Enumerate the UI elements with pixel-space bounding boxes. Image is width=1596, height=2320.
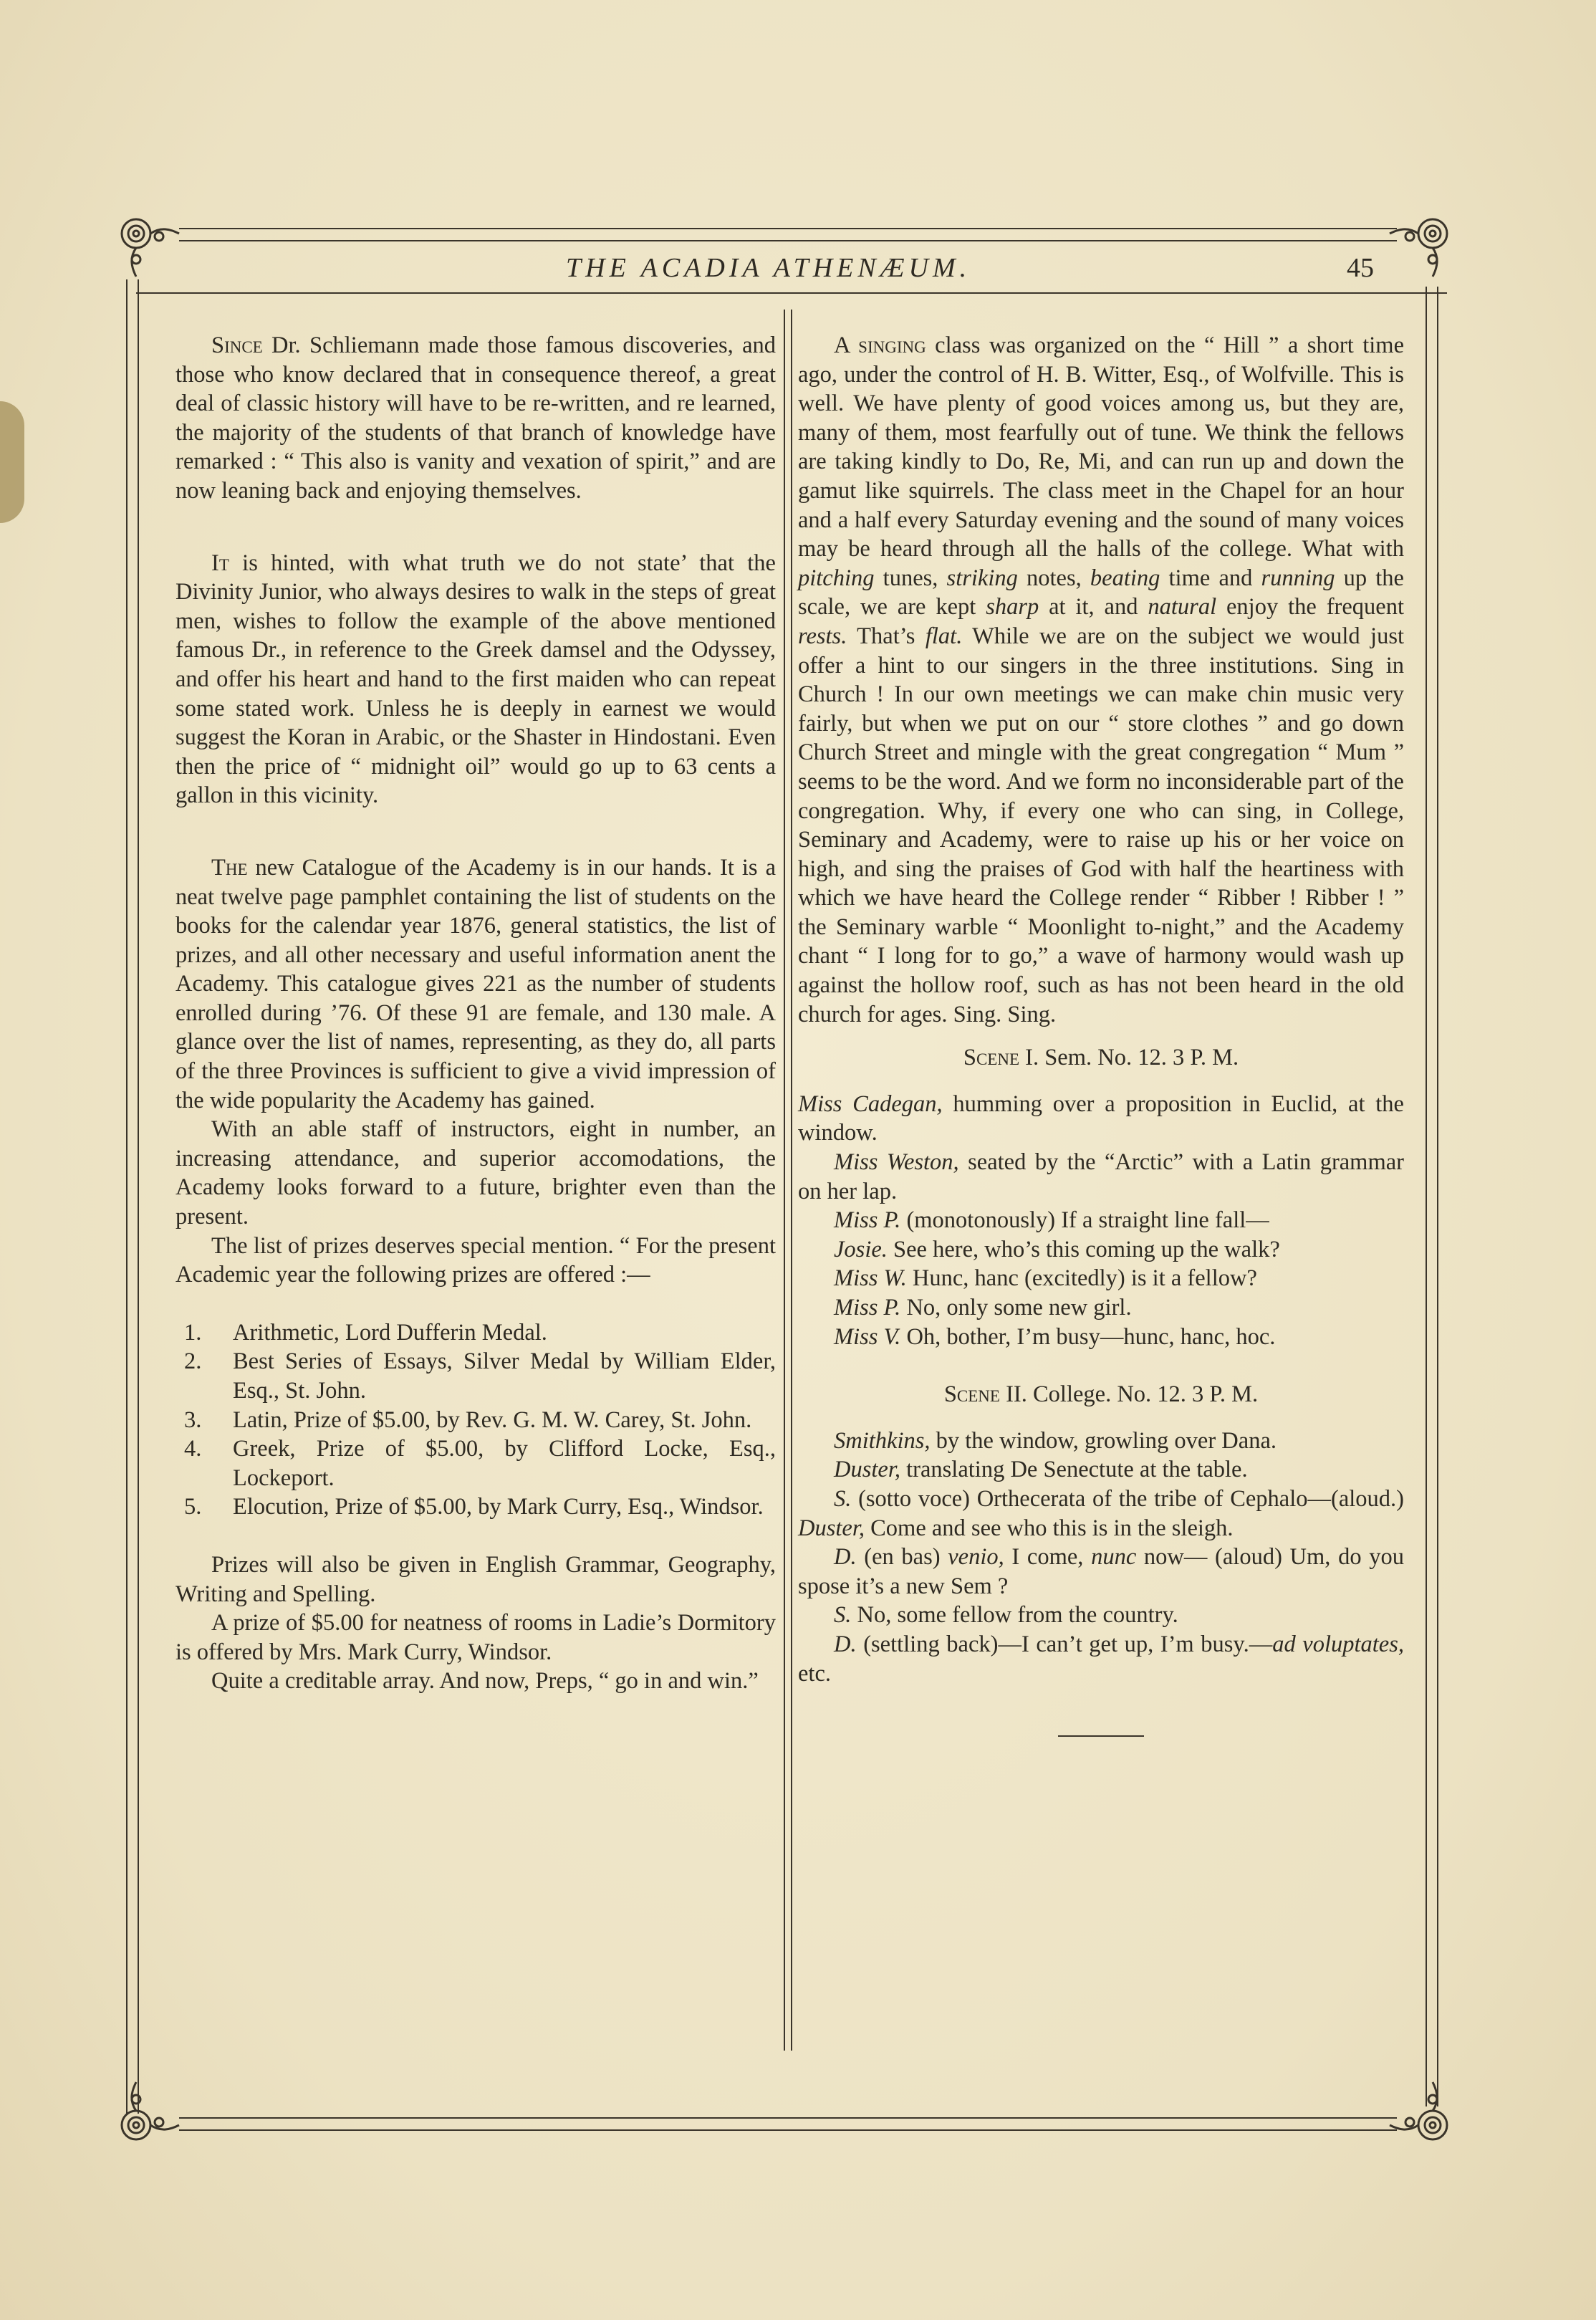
text-run: up the scale, we are kept [798,565,1404,620]
text-run: While we are on the subject we would just offer a hint to our singers in the three institutions. Sing in Church ! In our own meetings we can make chin music very fairly, but when we put on our “ store clothes ” and go down Church Street and mingle with the great congregation “ Mum ” seems to be the word. And we form no inconsiderable part of the congregation. Why, if every one who can sing, in College, Seminary and Academy, were to raise up his or her voice on high, and sing the praises of God with half the heartiness with which we have heard the College render “ Ribber ! Ribber ! ” the Seminary warble “ Moonlight to-night,” and the Academy chant “ I long for to go,” a wave of harmony would wash up against the hollow roof, such as has not been heard in the old church for ages. Sing. Sing. [798,623,1404,1027]
list-item [176,1406,776,1435]
left-border-outer [126,279,128,2114]
paragraph-catalogue [176,853,776,1115]
speaker-name: Miss Cadegan, [798,1091,943,1117]
scene-line [798,1630,1404,1688]
speaker-name: Josie. [834,1236,888,1262]
scene-line [798,1485,1404,1543]
speaker-text: See here, who’s this coming up the walk? [887,1236,1280,1262]
lead-word: It [211,550,229,576]
speaker-text: Come and see who this is in the sleigh. [865,1515,1234,1541]
scene-two-heading [798,1380,1404,1409]
scene-line [798,1323,1404,1352]
speaker-text: now— (aloud) Um, do you spose it’s a new Sem ? [798,1544,1404,1599]
lead-word: Since [211,332,263,358]
list-item [176,1347,776,1405]
right-border-inner [1426,287,1427,2106]
paragraph-singing-class [798,331,1404,1029]
paragraph-closing: Quite a creditable array. And now, Preps, “ go in and win.” [211,1668,759,1695]
speaker-name: D. [834,1544,857,1571]
scene-one-heading [798,1043,1404,1073]
text-run: tunes, [874,565,947,591]
paragraph-text: is hinted, with what truth we do not state’ that the Divinity Junior, who always desires to walk in the steps of great men, wishes to follow the example of the above mentioned famous Dr., in reference to the Greek damsel and the Odyssey, and offer his heart and hand to the first maiden who can repeat some stated work. Unless he is deeply in earnest we would suggest the Koran in Arabic, or the Shaster in Hindostani. Even then the price of “ midnight oil” would go up to 63 cents a gallon in this vicinity. [176,550,776,809]
list-text: Best Series of Essays, Silver Medal by William Elder, Esq., St. John. [233,1348,776,1404]
top-border-rule-1 [179,228,1397,229]
prize-list [176,1318,776,1522]
list-number: 4. [184,1436,202,1462]
scene-line [798,1293,1404,1323]
scene-line [798,1427,1404,1456]
journal-title: THE ACADIA ATHENÆUM. [566,253,971,283]
scene-line [798,1148,1404,1206]
scene-label: Scene I. [963,1045,1039,1071]
latin-word: ad voluptates, [1272,1631,1404,1657]
speaker-text: I come, [1004,1544,1092,1571]
section-end-rule [1058,1735,1144,1737]
list-item [176,1492,776,1522]
speaker-name: Miss P. [834,1295,901,1320]
scene-setting: College. No. 12. 3 P. M. [1027,1381,1259,1408]
list-item [176,1434,776,1492]
scene-setting: Sem. No. 12. 3 P. M. [1039,1045,1239,1071]
speaker-text: by the window, growling over Dana. [930,1427,1277,1454]
scene-line [798,1601,1404,1630]
latin-word: venio, [948,1544,1004,1571]
page-stain [0,401,24,523]
scene-line [798,1455,1404,1485]
pun-word: beating [1090,565,1160,591]
pun-word: natural [1148,594,1217,620]
speaker-text: humming over a proposition in Euclid, at the window. [798,1091,1404,1146]
speaker-text: (sotto voce) Orthecerata of the tribe of Cephalo—(aloud.) [851,1485,1404,1512]
list-text: Greek, Prize of $5.00, by Clifford Locke, Esq., Lockeport. [233,1436,776,1491]
pun-word: rests. [798,623,847,649]
speaker-text: translating De Senectute at the table. [900,1457,1248,1483]
speaker-name: Miss V. [834,1323,901,1350]
speaker-text: No, only some new girl. [900,1295,1132,1320]
speaker-name: Miss P. [834,1207,901,1234]
speaker-name: Duster, [834,1457,900,1483]
text-run: time and [1160,565,1261,591]
speaker-name: D. [834,1631,857,1657]
scene-line [798,1235,1404,1265]
speaker-text: (settling back)—I can’t get up, I’m busy.— [856,1631,1273,1657]
text-run: That’s [847,623,926,649]
lead-word: A singing [834,332,926,358]
text-run: enjoy the frequent [1216,594,1404,620]
speaker-name: Smithkins, [834,1427,931,1454]
speaker-text: seated by the “Arctic” with a Latin grammar on her lap. [798,1149,1404,1204]
bottom-border-rule-1 [179,2117,1397,2119]
corner-ornament-bottom-left [107,2078,186,2157]
column-divider-1 [784,310,785,2051]
paragraph-staff: With an able staff of instructors, eight in number, an increasing attendance, and superior accomodations, the Academy looks forward to a future, brighter even than the present. [176,1116,776,1230]
speaker-name: Duster, [798,1515,865,1541]
speaker-name: S. [834,1485,852,1512]
lead-word: The [211,854,248,881]
latin-word: nunc [1091,1544,1137,1571]
text-run: class was organized on the “ Hill ” a short time ago, under the control of H. B. Witter, Esq., of Wolfville. This is well. We have plenty of good voices among us, but they are, many of them, most fearfully out of tune. We think the fellows are taking kindly to Do, Re, Mi, and can run up and down the gamut like squirrels. The class meet in the Chapel for an hour and a half every Saturday evening and the sound of many voices may be heard through all the halls of the college. What with [798,332,1404,562]
list-text: Arithmetic, Lord Dufferin Medal. [233,1319,547,1346]
paragraph-prizes-intro: The list of prizes deserves special mention. “ For the present Academic year the following prizes are offered :— [176,1232,776,1288]
speaker-text: No, some fellow from the country. [851,1602,1178,1629]
pun-word: running [1261,565,1335,591]
left-column [176,331,776,1696]
column-divider-2 [791,310,792,2051]
scene-label: Scene II. [943,1381,1027,1408]
running-header [0,252,1596,288]
speaker-text: etc. [798,1660,832,1687]
paragraph-divinity-junior [176,549,776,810]
text-run: at it, and [1039,594,1148,620]
paragraph-schliemann [176,331,776,506]
speaker-name: Miss Weston, [834,1149,959,1176]
scene-line [798,1543,1404,1601]
list-item [176,1318,776,1348]
speaker-text: (en bas) [856,1544,948,1571]
paragraph-text: Dr. Schliemann made those famous discoveries, and those who know declared that in consequence thereof, a great deal of classic history will have to be re-written, and re learned, the majority of the students of that branch of knowledge have remarked : “ This also is vanity and vexation of spirit,” and are now leaning back and enjoying themselves. [176,332,776,504]
paragraph-other-prizes: Prizes will also be given in English Grammar, Geography, Writing and Spelling. [176,1551,776,1607]
list-text: Elocution, Prize of $5.00, by Mark Curry, Esq., Windsor. [233,1494,764,1520]
text-run: notes, [1017,565,1090,591]
list-text: Latin, Prize of $5.00, by Rev. G. M. W. Carey, St. John. [233,1406,752,1433]
speaker-text: Oh, bother, I’m busy—hunc, hanc, hoc. [900,1323,1276,1350]
left-border-inner [138,279,139,2114]
page-number: 45 [1347,253,1374,283]
paragraph-neatness-prize: A prize of $5.00 for neatness of rooms in Ladie’s Dormitory is offered by Mrs. Mark Curry, Windsor. [176,1610,776,1665]
list-number: 1. [184,1319,202,1346]
right-border-outer [1437,287,1438,2106]
top-border-rule-2 [179,240,1397,241]
pun-word: pitching [798,565,875,591]
list-number: 3. [184,1406,202,1433]
paragraph-text: new Catalogue of the Academy is in our hands. It is a neat twelve page pamphlet containing the list of students on the books for the calendar year 1876, general statistics, the list of prizes, and all other necessary and useful information anent the Academy. This catalogue gives 221 as the number of students enrolled during ’76. Of these 91 are female, and 130 male. A glance over the list of names, representing, as they do, all parts of the three Provinces is sufficient to give a vivid impression of the wide popularity the Academy has gained. [176,854,776,1113]
scene-line [798,1090,1404,1148]
speaker-text: Hunc, hanc (excitedly) is it a fellow? [906,1265,1257,1292]
list-number: 2. [184,1348,202,1375]
list-number: 5. [184,1494,202,1520]
pun-word: flat. [925,623,963,649]
pun-word: striking [946,565,1018,591]
speaker-name: S. [834,1602,852,1629]
speaker-text: (monotonously) If a straight line fall— [900,1207,1269,1234]
header-bottom-rule [136,292,1447,294]
scene-line [798,1206,1404,1235]
scene-line [798,1264,1404,1293]
speaker-name: Miss W. [834,1265,907,1292]
bottom-border-rule-2 [179,2129,1397,2131]
pun-word: sharp [986,594,1039,620]
corner-ornament-bottom-right [1383,2078,1461,2157]
right-column [798,331,1404,1737]
